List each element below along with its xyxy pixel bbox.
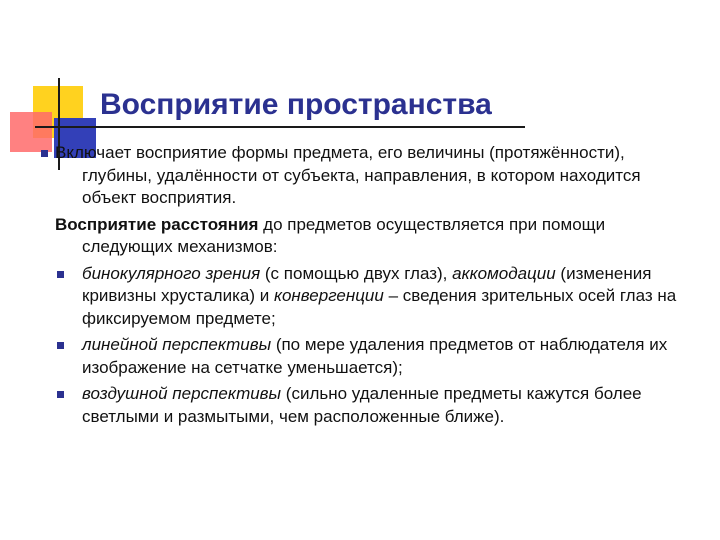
bullet-text: (по мере удаления предметов от наблюдателя их изображение на сетчатке уменьшается); [82,335,668,377]
distance-paragraph [55,214,685,259]
slide-content [55,142,685,432]
bullet-square-icon [57,342,64,349]
intro-paragraph [55,142,685,210]
bullet-binocular [55,263,685,331]
term-accommodation: аккомодации [452,263,556,283]
bullet-text: (изменения кривизны хрусталика) и [82,263,652,305]
title-underline [35,126,525,128]
bullet-square-icon [57,391,64,398]
distance-heading: Восприятие расстояния [55,214,259,234]
intro-text: Включает восприятие формы предмета, его величины (протяжённости), глубины, удалённости от субъекта, направления, в котором находится объект восприятия. [55,143,641,207]
term-convergence: конвергенции [273,286,384,305]
bullet-text: (с помощью двух глаз), [260,263,453,283]
distance-text: до предметов осуществляется при помощи следующих механизмов: [82,214,606,256]
bullet-text: (сильно удаленные предметы кажутся более светлыми и размытыми, чем расположенные ближе). [82,384,642,426]
decor-red-square [10,112,52,152]
bullet-aerial-perspective [55,383,685,428]
term-linear-perspective: линейной перспективы [82,335,272,354]
slide-title: Восприятие пространства [100,88,492,121]
bullet-square-icon [57,271,64,278]
bullet-linear-perspective [55,334,685,379]
bullet-text: – сведения зрительных осей глаз на фиксируемом предмете; [82,286,677,328]
term-aerial-perspective: воздушной перспективы [82,384,282,403]
term-binocular: бинокулярного зрения [82,263,261,283]
bullet-square-icon [41,150,48,157]
